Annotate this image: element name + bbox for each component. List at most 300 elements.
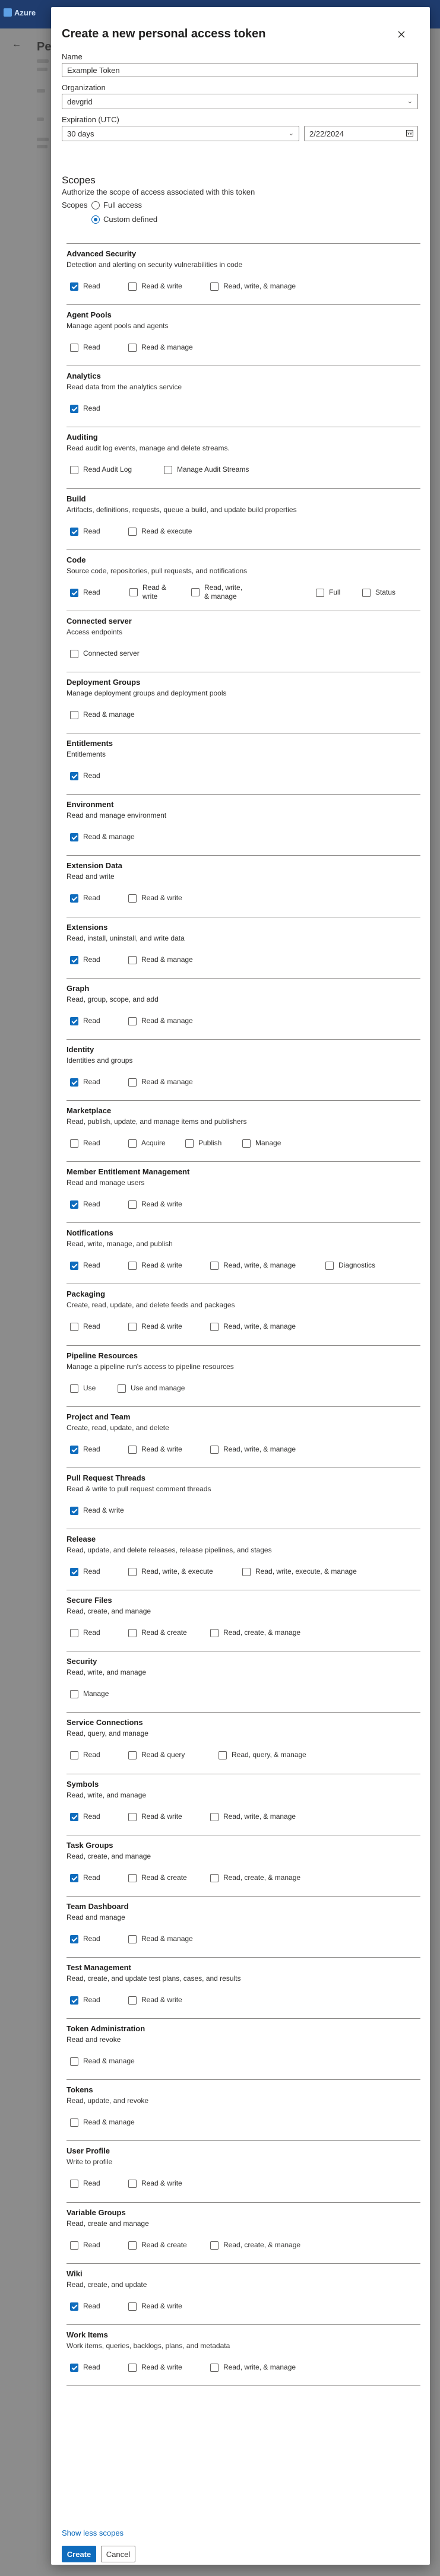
scope-options: [70, 2052, 420, 2071]
checkbox-read-write[interactable]: [128, 2363, 182, 2372]
scope-environment: [67, 794, 420, 855]
scope-description: Read, create, and update test plans, cases, and results: [67, 1974, 241, 1983]
checkbox-full[interactable]: [316, 588, 340, 597]
checkbox-label: Read: [83, 2240, 100, 2249]
scope-options: [70, 706, 420, 725]
checkbox-label: Read, write, & manage: [223, 1322, 296, 1331]
checkbox-read-create[interactable]: [128, 2241, 187, 2250]
checkbox-read-execute[interactable]: [128, 527, 192, 536]
checkbox-label: Read, write, & manage: [223, 1812, 296, 1821]
scope-service-connections: [67, 1712, 420, 1773]
chevron-down-icon: ⌄: [288, 130, 294, 137]
scope-wiki: [67, 2263, 420, 2324]
checkbox-empty-icon: [70, 1384, 78, 1393]
background-text-line: [37, 145, 48, 148]
scope-description: Read, write, and manage: [67, 1668, 147, 1677]
checkbox-read-create[interactable]: [128, 1873, 187, 1882]
checkbox-read[interactable]: [70, 1873, 100, 1882]
checkbox-read[interactable]: [70, 1078, 100, 1087]
checkbox-read[interactable]: [70, 1139, 100, 1148]
checkbox-read[interactable]: [70, 2179, 100, 2188]
scope-options: [70, 1685, 420, 1704]
checkbox-read-write[interactable]: [128, 1261, 182, 1270]
checkbox-read[interactable]: [70, 2363, 100, 2372]
close-icon[interactable]: [395, 28, 407, 40]
scope-options: [70, 1624, 420, 1643]
checkbox-read-query[interactable]: [128, 1751, 185, 1759]
checkbox-read[interactable]: [70, 2241, 100, 2250]
checkbox-read[interactable]: [70, 1751, 100, 1759]
scope-description: Access endpoints: [67, 627, 123, 636]
checkbox-label: Read: [83, 1628, 100, 1637]
checkbox-read[interactable]: [70, 1812, 100, 1821]
checkbox-read[interactable]: [70, 1445, 100, 1454]
scope-options: [70, 1317, 420, 1336]
checkbox-read-audit-log[interactable]: [70, 465, 132, 474]
checkbox-label: Manage: [255, 1138, 281, 1147]
scope-task-groups: [67, 1835, 420, 1896]
checkbox-checked-icon: [70, 589, 78, 597]
scope-team-dashboard: [67, 1896, 420, 1957]
scope-name: Analytics: [67, 371, 101, 381]
scope-description: Read, update, and revoke: [67, 2097, 149, 2105]
checkbox-use[interactable]: [70, 1384, 96, 1393]
checkbox-label: Read & write: [141, 1200, 182, 1209]
background-text-line: [37, 59, 49, 63]
checkbox-label: Read: [83, 1812, 100, 1821]
checkbox-use-and-manage[interactable]: [118, 1384, 185, 1393]
scope-options: [70, 1440, 420, 1459]
scope-description: Work items, queries, backlogs, plans, and metadata: [67, 2341, 230, 2350]
checkbox-read-manage[interactable]: [128, 1017, 193, 1025]
checkbox-manage[interactable]: [70, 1689, 109, 1698]
scope-name: Project and Team: [67, 1412, 131, 1421]
checkbox-read[interactable]: [70, 955, 100, 964]
organization-select[interactable]: [62, 94, 418, 109]
checkbox-empty-icon: [128, 344, 137, 352]
checkbox-label: Read & write: [141, 1995, 182, 2004]
checkbox-label: Use and manage: [131, 1383, 185, 1392]
checkbox-read-write[interactable]: [128, 282, 182, 291]
checkbox-label: Read: [83, 1077, 100, 1086]
checkbox-read-write[interactable]: [128, 1200, 182, 1209]
checkbox-label: Read & manage: [141, 1016, 193, 1025]
checkbox-read-write-execute[interactable]: [128, 1567, 213, 1576]
scope-project-and-team: [67, 1406, 420, 1468]
checkbox-empty-icon: [70, 2241, 78, 2250]
scope-name: Auditing: [67, 433, 98, 442]
checkbox-read-write[interactable]: [128, 1996, 182, 2005]
scope-name: Secure Files: [67, 1596, 112, 1605]
checkbox-read-manage[interactable]: [128, 1935, 193, 1943]
scope-description: Read, create, and manage: [67, 1851, 151, 1860]
scope-description: Read & write to pull request comment threads: [67, 1484, 211, 1493]
checkbox-read[interactable]: [70, 588, 100, 597]
scope-name: Code: [67, 555, 86, 564]
scope-options: [70, 2236, 420, 2255]
checkbox-label: Read: [83, 2179, 100, 2188]
checkbox-empty-icon: [325, 1262, 334, 1270]
checkbox-read-create-manage[interactable]: [210, 1628, 300, 1637]
scope-name: Team Dashboard: [67, 1901, 129, 1911]
checkbox-label: Read & write: [141, 2301, 182, 2310]
checkbox-empty-icon: [210, 1446, 219, 1454]
checkbox-read-write-manage[interactable]: [210, 1322, 296, 1331]
scope-release: [67, 1529, 420, 1590]
checkbox-read-create-manage[interactable]: [210, 2241, 300, 2250]
checkbox-label: Read, write, & manage: [223, 282, 296, 290]
checkbox-empty-icon: [316, 589, 324, 597]
checkbox-empty-icon: [70, 1323, 78, 1331]
chevron-down-icon: ⌄: [407, 98, 413, 105]
checkbox-checked-icon: [70, 2364, 78, 2372]
scope-name: Agent Pools: [67, 310, 112, 320]
checkbox-publish[interactable]: [185, 1139, 221, 1148]
checkbox-read[interactable]: [70, 282, 100, 291]
checkbox-label: Acquire: [141, 1138, 166, 1147]
checkbox-label: Read & write: [141, 282, 182, 290]
scope-identity: [67, 1039, 420, 1100]
checkbox-read-write-execute-manage[interactable]: [242, 1567, 357, 1576]
checkbox-label: Read & manage: [141, 343, 193, 352]
checkbox-read-write-manage[interactable]: [210, 1812, 296, 1821]
scope-name: Advanced Security: [67, 249, 137, 258]
checkbox-read-manage[interactable]: [70, 2118, 135, 2127]
scope-build: [67, 488, 420, 549]
checkbox-empty-icon: [70, 344, 78, 352]
checkbox-read-write-manage[interactable]: [210, 1261, 296, 1270]
checkbox-empty-icon: [128, 1139, 137, 1148]
checkbox-label: Read: [83, 2301, 100, 2310]
checkbox-label: Diagnostics: [338, 1261, 376, 1270]
scope-name: Security: [67, 1657, 97, 1666]
checkbox-read-manage[interactable]: [128, 955, 193, 964]
checkbox-read[interactable]: [70, 771, 100, 780]
checkbox-checked-icon: [70, 282, 78, 291]
checkbox-label: Read: [83, 2362, 100, 2371]
expiration-date-value: 2/22/2024: [309, 129, 344, 138]
checkbox-read[interactable]: [70, 1200, 100, 1209]
checkbox-label: Read: [83, 1016, 100, 1025]
expiration-date-picker[interactable]: [304, 126, 418, 141]
scope-description: Read, install, uninstall, and write data: [67, 933, 185, 942]
name-field[interactable]: [62, 63, 418, 77]
scope-name: Service Connections: [67, 1718, 143, 1727]
scope-name: Extension Data: [67, 861, 122, 871]
scope-description: Read, create and manage: [67, 2219, 149, 2228]
checkbox-manage-audit-streams[interactable]: [164, 465, 249, 474]
scope-test-management: [67, 1957, 420, 2018]
checkbox-read-manage[interactable]: [128, 343, 193, 352]
checkbox-read[interactable]: [70, 1628, 100, 1637]
scope-name: Environment: [67, 800, 114, 809]
scope-description: Read, write, manage, and publish: [67, 1240, 173, 1249]
scope-name: Variable Groups: [67, 2207, 126, 2217]
checkbox-checked-icon: [70, 528, 78, 536]
checkbox-empty-icon: [128, 1996, 137, 2005]
checkbox-read[interactable]: [70, 527, 100, 536]
scope-options: [70, 1746, 420, 1765]
scope-name: Pipeline Resources: [67, 1351, 138, 1360]
checkbox-read-write[interactable]: [128, 1445, 182, 1454]
checkbox-label: Read, write, & manage: [204, 583, 243, 601]
scope-options: [70, 2358, 420, 2377]
scope-options: [70, 399, 420, 418]
create-button[interactable]: Create: [62, 2546, 96, 2562]
checkbox-empty-icon: [362, 589, 371, 597]
scope-secure-files: [67, 1590, 420, 1651]
checkbox-empty-icon: [128, 1629, 137, 1637]
checkbox-empty-icon: [128, 894, 137, 903]
checkbox-read-manage[interactable]: [128, 1078, 193, 1087]
scope-name: Pull Request Threads: [67, 1473, 145, 1482]
checkbox-label: Read & execute: [141, 526, 192, 535]
checkbox-label: Read & write: [141, 1261, 182, 1270]
checkbox-label: Read & write: [141, 2179, 182, 2188]
back-arrow-icon: ←: [12, 39, 21, 49]
checkbox-label: Read: [83, 1567, 100, 1576]
full-access-radio[interactable]: [91, 201, 142, 209]
scope-name: Test Management: [67, 1962, 131, 1972]
checkbox-read[interactable]: [70, 1322, 100, 1331]
checkbox-read-write[interactable]: [128, 2179, 182, 2188]
checkbox-read[interactable]: [70, 894, 100, 903]
scope-connected-server: [67, 611, 420, 672]
expiration-select[interactable]: [62, 126, 299, 141]
checkbox-checked-icon: [70, 1078, 78, 1087]
checkbox-label: Read, write, & manage: [223, 1444, 296, 1453]
scope-options: [70, 644, 420, 663]
checkbox-checked-icon: [70, 1568, 78, 1576]
checkbox-empty-icon: [128, 1813, 137, 1821]
checkbox-read[interactable]: [70, 1261, 100, 1270]
checkbox-read[interactable]: [70, 1996, 100, 2005]
show-less-scopes-link[interactable]: Show less scopes: [62, 2529, 124, 2537]
scope-description: Artifacts, definitions, requests, queue a build, and update build properties: [67, 505, 297, 514]
scope-options: [70, 338, 420, 357]
checkbox-read-write[interactable]: [128, 894, 182, 903]
scope-notifications: [67, 1222, 420, 1284]
checkbox-empty-icon: [128, 1874, 137, 1882]
checkbox-read-write[interactable]: [70, 1506, 124, 1515]
scope-description: Read audit log events, manage and delete streams.: [67, 444, 230, 453]
scope-name: Build: [67, 494, 86, 503]
checkbox-label: Read & create: [141, 1873, 187, 1882]
scope-description: Read and manage environment: [67, 811, 167, 820]
scope-name: Identity: [67, 1044, 94, 1054]
checkbox-read-write-manage[interactable]: [191, 583, 245, 601]
checkbox-label: Read: [83, 526, 100, 535]
scope-options: [70, 1012, 420, 1031]
scope-description: Create, read, update, and delete: [67, 1423, 169, 1432]
scope-list: [67, 243, 420, 2386]
checkbox-read-manage[interactable]: [70, 2057, 135, 2066]
checkbox-manage[interactable]: [242, 1139, 281, 1148]
scope-name: Extensions: [67, 922, 108, 932]
checkbox-label: Read: [83, 404, 100, 413]
scope-description: Entitlements: [67, 750, 106, 759]
checkbox-label: Read: [83, 1200, 100, 1209]
checkbox-empty-icon: [164, 466, 172, 474]
scope-user-profile: [67, 2140, 420, 2202]
scope-description: Read, create, and manage: [67, 1607, 151, 1616]
scope-options: [70, 1869, 420, 1888]
checkbox-empty-icon: [210, 1813, 219, 1821]
checkbox-empty-icon: [242, 1139, 251, 1148]
checkbox-label: Status: [375, 587, 396, 596]
scope-name: Tokens: [67, 2085, 93, 2095]
azure-logo-icon: [4, 8, 12, 17]
scope-options: [70, 889, 420, 908]
checkbox-label: Read, write, & execute: [141, 1567, 213, 1576]
create-token-dialog: [51, 7, 430, 2565]
checkbox-read-write[interactable]: [128, 1812, 182, 1821]
checkbox-read-create[interactable]: [128, 1628, 187, 1637]
checkbox-empty-icon: [70, 711, 78, 719]
checkbox-read[interactable]: [70, 1935, 100, 1943]
checkbox-empty-icon: [128, 1446, 137, 1454]
checkbox-diagnostics[interactable]: [325, 1261, 375, 1270]
checkbox-read-write[interactable]: [129, 583, 173, 601]
checkbox-label: Read: [83, 894, 100, 903]
scope-name: Packaging: [67, 1289, 106, 1299]
organization-label: Organization: [62, 83, 106, 92]
checkbox-checked-icon: [70, 1874, 78, 1882]
scope-description: Read and manage users: [67, 1179, 145, 1187]
checkbox-empty-icon: [70, 1751, 78, 1759]
checkbox-read-create-manage[interactable]: [210, 1873, 300, 1882]
checkbox-label: Use: [83, 1383, 96, 1392]
checkbox-label: Read, write, & manage: [223, 1261, 296, 1270]
checkbox-empty-icon: [128, 2180, 137, 2188]
scope-options: [70, 1195, 420, 1214]
scope-entitlements: [67, 733, 420, 794]
scope-security: [67, 1651, 420, 1712]
checkbox-empty-icon: [128, 1017, 137, 1025]
checkbox-label: Read & create: [141, 1628, 187, 1637]
scope-name: User Profile: [67, 2146, 110, 2156]
checkbox-label: Read, create, & manage: [223, 2240, 301, 2249]
checkbox-read-write[interactable]: [128, 2302, 182, 2311]
checkbox-connected-server[interactable]: [70, 649, 140, 658]
scope-variable-groups: [67, 2202, 420, 2263]
scope-options: [70, 522, 420, 541]
checkbox-read[interactable]: [70, 343, 100, 352]
scope-description: Manage agent pools and agents: [67, 322, 169, 331]
checkbox-empty-icon: [70, 466, 78, 474]
scope-name: Graph: [67, 983, 90, 993]
scope-options: [70, 277, 420, 296]
checkbox-empty-icon: [185, 1139, 194, 1148]
scope-description: Read, create, and update: [67, 2280, 147, 2289]
checkbox-checked-icon: [70, 1017, 78, 1025]
checkbox-label: Read & write: [141, 894, 182, 903]
checkbox-read[interactable]: [70, 404, 100, 413]
calendar-icon: [406, 129, 414, 139]
checkbox-checked-icon: [70, 1446, 78, 1454]
scope-pipeline-resources: [67, 1345, 420, 1406]
scope-description: Create, read, update, and delete feeds and packages: [67, 1301, 235, 1310]
checkbox-checked-icon: [70, 405, 78, 413]
brand-name: Azure: [14, 8, 36, 17]
scope-options: [70, 460, 420, 479]
checkbox-read-write-manage[interactable]: [210, 2363, 296, 2372]
scope-options: [70, 2297, 420, 2316]
checkbox-empty-icon: [128, 1323, 137, 1331]
checkbox-empty-icon: [191, 588, 200, 596]
scope-options: [70, 2113, 420, 2132]
checkbox-read-query-manage[interactable]: [219, 1751, 306, 1759]
scopes-description: Authorize the scope of access associated with this token: [62, 188, 255, 196]
scope-name: Release: [67, 1534, 96, 1543]
checkbox-label: Read & manage: [141, 955, 193, 964]
scope-options: [70, 828, 420, 847]
checkbox-label: Read & manage: [83, 833, 135, 841]
checkbox-empty-icon: [70, 2180, 78, 2188]
checkbox-checked-icon: [70, 1262, 78, 1270]
scope-description: Read, group, scope, and add: [67, 995, 159, 1003]
checkbox-read-manage[interactable]: [70, 833, 135, 841]
checkbox-empty-icon: [118, 1384, 126, 1393]
checkbox-label: Read Audit Log: [83, 465, 132, 474]
scope-description: Detection and alerting on security vulnerabilities in code: [67, 261, 243, 269]
scope-description: Read, publish, update, and manage items and publishers: [67, 1117, 247, 1126]
checkbox-status[interactable]: [362, 588, 395, 597]
checkbox-label: Read & write: [141, 1444, 182, 1453]
scope-extensions: [67, 917, 420, 978]
checkbox-label: Read: [83, 343, 100, 352]
checkbox-label: Read: [83, 587, 100, 596]
scope-token-administration: [67, 2018, 420, 2079]
scope-description: Write to profile: [67, 2158, 113, 2167]
scope-name: Task Groups: [67, 1840, 113, 1850]
checkbox-empty-icon: [70, 2057, 78, 2066]
checkbox-empty-icon: [210, 1323, 219, 1331]
custom-defined-label: Custom defined: [103, 215, 158, 224]
checkbox-label: Read: [83, 1261, 100, 1270]
scope-extension-data: [67, 855, 420, 916]
checkbox-read-write[interactable]: [128, 1322, 182, 1331]
checkbox-empty-icon: [242, 1568, 251, 1576]
checkbox-label: Read, query, & manage: [232, 1751, 306, 1759]
checkbox-read[interactable]: [70, 1017, 100, 1025]
scope-options: [70, 1256, 420, 1275]
scope-graph: [67, 978, 420, 1039]
checkbox-read[interactable]: [70, 1567, 100, 1576]
checkbox-read-manage[interactable]: [70, 710, 135, 719]
organization-value: devgrid: [67, 97, 93, 106]
checkbox-label: Read: [83, 1873, 100, 1882]
checkbox-acquire[interactable]: [128, 1139, 166, 1148]
checkbox-label: Read & create: [141, 2240, 187, 2249]
checkbox-label: Publish: [198, 1138, 222, 1147]
checkbox-checked-icon: [70, 2302, 78, 2311]
scope-work-items: [67, 2324, 420, 2386]
checkbox-empty-icon: [70, 1629, 78, 1637]
background-text-line: [37, 89, 45, 93]
checkbox-read-write-manage[interactable]: [210, 282, 296, 291]
radio-circle: [91, 215, 100, 224]
cancel-button[interactable]: Cancel: [101, 2546, 135, 2562]
checkbox-read-write-manage[interactable]: [210, 1445, 296, 1454]
checkbox-label: Read & write: [143, 583, 167, 601]
checkbox-empty-icon: [210, 2364, 219, 2372]
expiration-label: Expiration (UTC): [62, 115, 119, 124]
scope-description: Read data from the analytics service: [67, 383, 182, 392]
checkbox-read[interactable]: [70, 2302, 100, 2311]
checkbox-checked-icon: [70, 1813, 78, 1821]
custom-defined-radio[interactable]: [91, 215, 157, 224]
